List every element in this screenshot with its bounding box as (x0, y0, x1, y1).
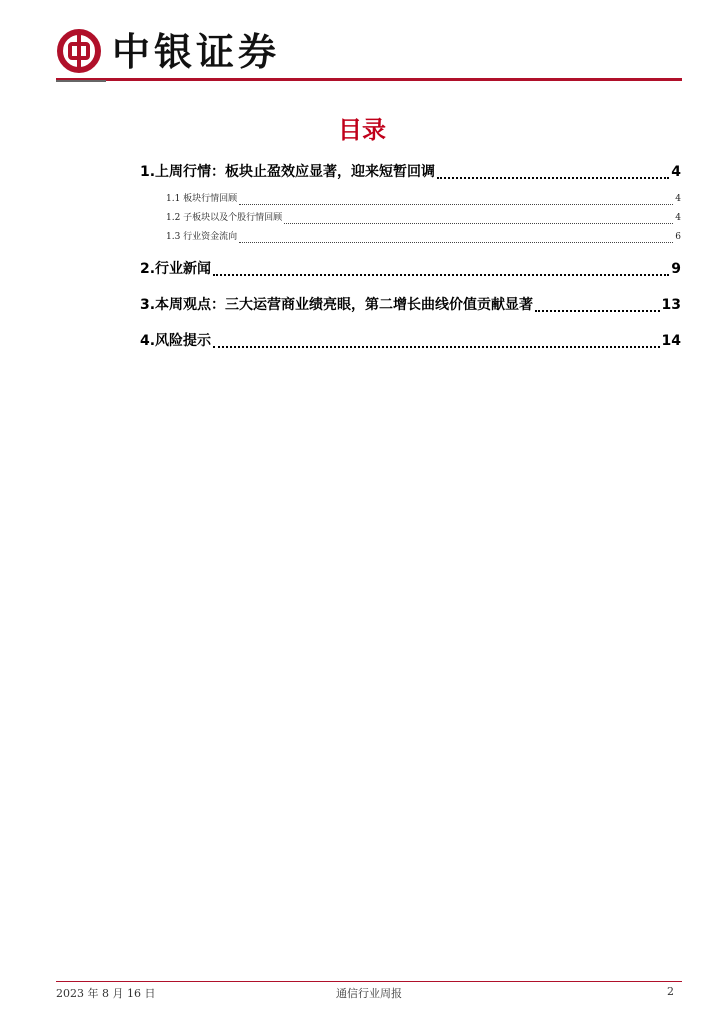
leader-dots (535, 310, 659, 312)
toc-entry[interactable] (140, 257, 681, 281)
toc-entry-label: 2.行业新闻 (140, 261, 212, 277)
toc-entry[interactable] (140, 228, 681, 247)
toc-entry-label: 3.本周观点：三大运营商业绩亮眼，第二增长曲线价值贡献显著 (140, 297, 534, 313)
table-of-contents (140, 160, 681, 353)
toc-entry-page: 4 (675, 194, 681, 204)
toc-entry[interactable] (140, 329, 681, 353)
bank-of-china-logo-icon (56, 28, 102, 74)
toc-entry[interactable] (140, 160, 681, 184)
toc-entry-label: 1.2 子板块以及个股行情回顾 (166, 213, 283, 223)
page-header (56, 24, 682, 84)
toc-entry-page: 6 (675, 232, 681, 242)
toc-entry-page: 9 (671, 261, 681, 277)
toc-entry-label: 1.3 行业资金流向 (166, 232, 238, 242)
leader-dots (213, 346, 659, 348)
leader-dots (239, 242, 673, 243)
report-date: 2023 年 8 月 16 日 (56, 987, 156, 1000)
leader-dots (213, 274, 669, 276)
toc-entry[interactable] (140, 209, 681, 228)
leader-dots (239, 204, 673, 205)
leader-dots (437, 177, 669, 179)
page-number: 2 (667, 985, 674, 998)
report-name: 通信行业周报 (336, 987, 402, 1000)
toc-entry-label: 4.风险提示 (140, 333, 212, 349)
toc-entry-page: 4 (675, 213, 681, 223)
toc-entry[interactable] (140, 293, 681, 317)
toc-entry-label: 1.1 板块行情回顾 (166, 194, 238, 204)
toc-entry-label: 1.上周行情：板块止盈效应显著，迎来短暂回调 (140, 164, 436, 180)
header-rule (56, 78, 682, 81)
footer-rule (56, 981, 682, 982)
toc-entry-page: 4 (671, 164, 681, 180)
toc-entry-page: 13 (661, 297, 681, 313)
toc-entry-page: 14 (661, 333, 681, 349)
leader-dots (284, 223, 673, 224)
toc-entry[interactable] (140, 190, 681, 209)
header-rule-accent (56, 80, 106, 82)
toc-title: 目录 (338, 116, 386, 144)
brand-name: 中银证券 (112, 30, 281, 74)
